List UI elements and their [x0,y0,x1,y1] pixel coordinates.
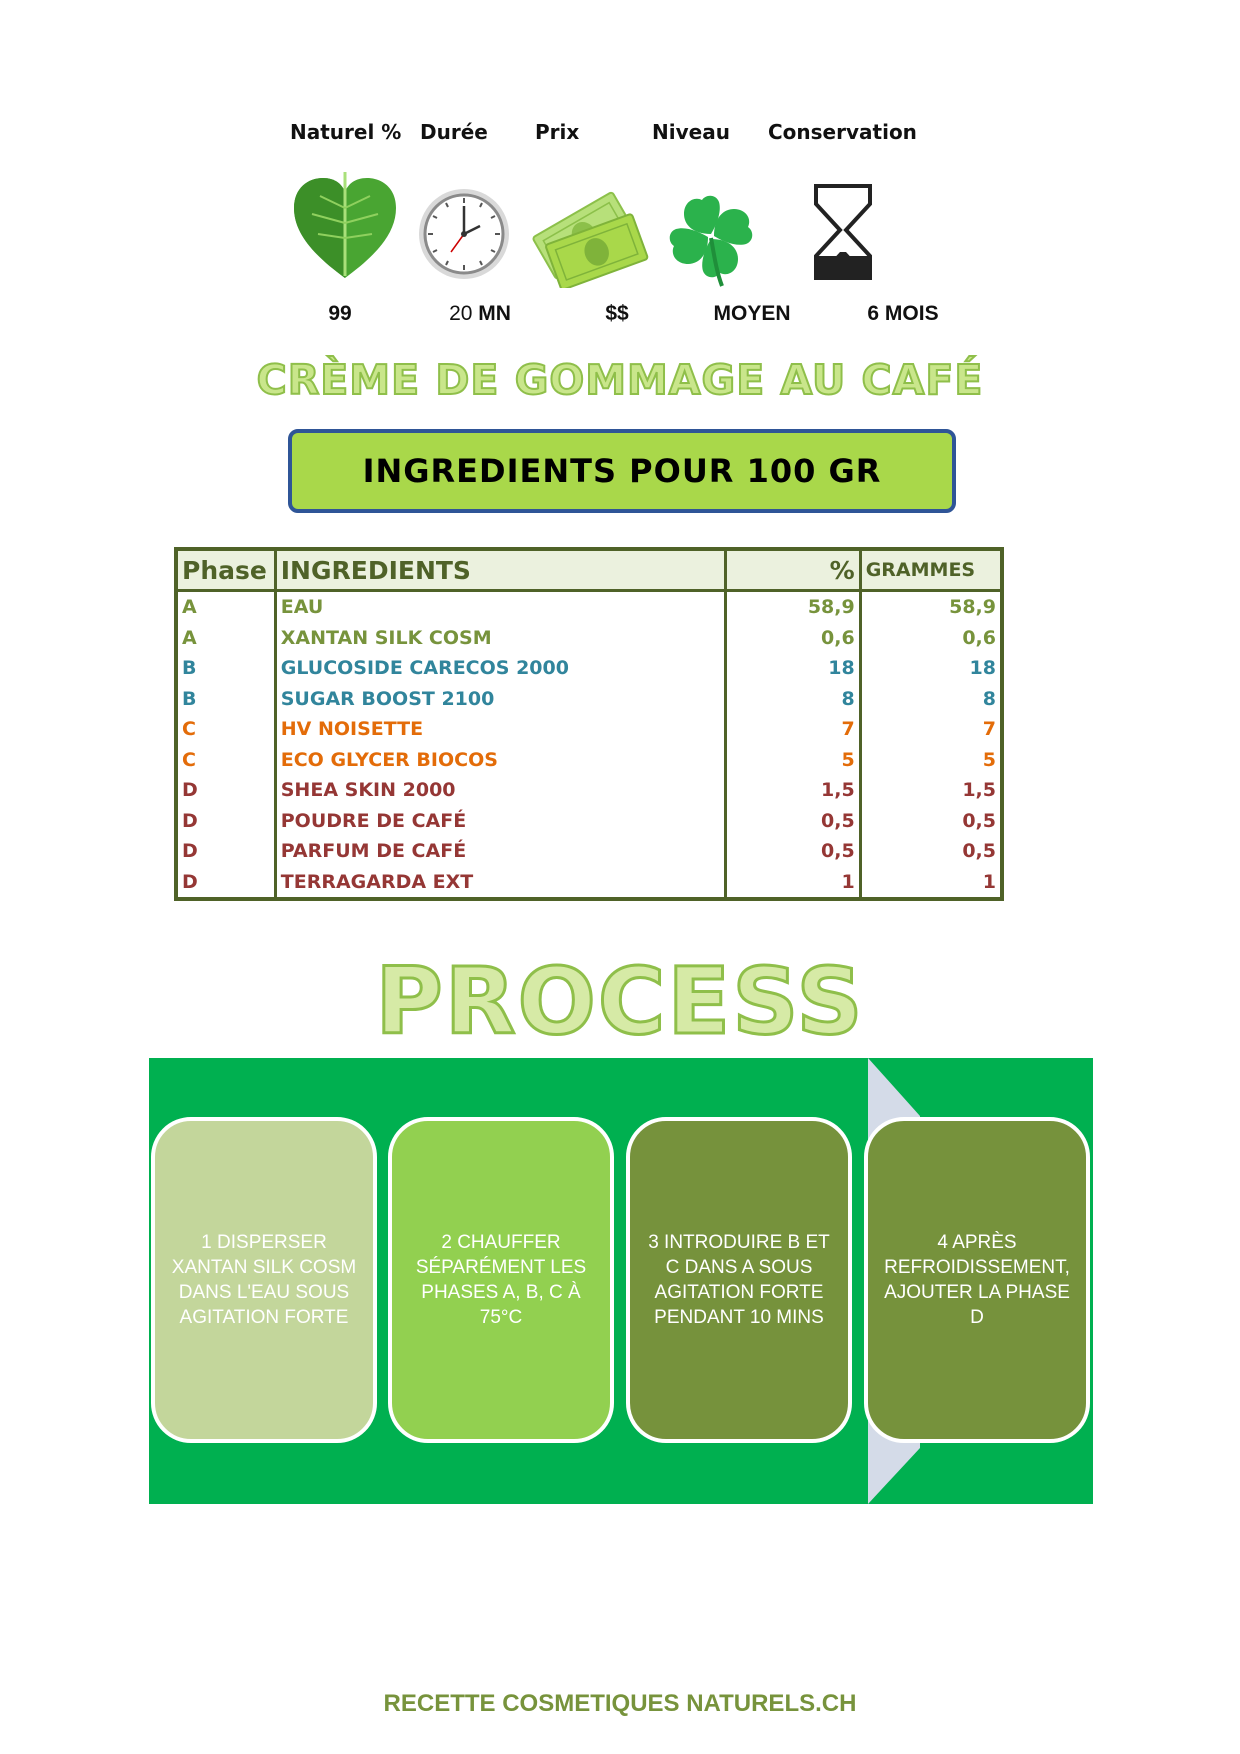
ingredient-name-cell: SHEA SKIN 2000 [275,775,725,806]
phase-cell: C [176,714,275,745]
table-row [176,714,1002,745]
grams-cell: 0,5 [860,806,1002,837]
grams-cell: 1 [860,867,1002,900]
banknotes-icon [526,188,650,288]
ingredients-banner-text: INGREDIENTS POUR 100 GR [362,452,882,490]
ingredients-table [174,547,1004,901]
grams-cell: 5 [860,745,1002,776]
table-row [176,775,1002,806]
phase-cell: D [176,836,275,867]
table-row [176,806,1002,837]
table-row [176,591,1002,623]
percent-cell: 18 [726,653,861,684]
ingredient-name-cell: ECO GLYCER BIOCOS [275,745,725,776]
process-step-2-text: 2 CHAUFFER SÉPARÉMENT LES PHASES A, B, C À 75°C [415,1232,587,1328]
table-row [176,653,1002,684]
table-header-row [176,549,1002,591]
phase-cell: A [176,591,275,623]
process-step-3-text: 3 INTRODUIRE B ET C DANS A SOUS AGITATION FORTE PENDANT 10 MINS [648,1232,830,1328]
value-duree: 20 MN [449,302,511,325]
process-step-2 [388,1117,614,1443]
table-row [176,684,1002,715]
percent-cell: 8 [726,684,861,715]
ingredient-name-cell: HV NOISETTE [275,714,725,745]
percent-cell: 0,5 [726,836,861,867]
process-title: PROCESS [375,948,865,1055]
grams-cell: 1,5 [860,775,1002,806]
leaf-heart-icon [290,168,400,280]
process-step-4 [864,1117,1090,1443]
value-naturel: 99 [328,302,352,325]
process-step-1 [151,1117,377,1443]
process-step-3 [626,1117,852,1443]
ingredients-banner [288,429,956,513]
label-conservation: Conservation [768,120,917,144]
value-conservation: 6 MOIS [867,302,939,325]
table-row [176,745,1002,776]
ingredient-name-cell: EAU [275,591,725,623]
percent-cell: 0,5 [726,806,861,837]
recipe-title: CRÈME DE GOMMAGE AU CAFÉ [256,356,984,404]
table-row [176,623,1002,654]
ingredient-name-cell: PARFUM DE CAFÉ [275,836,725,867]
label-niveau: Niveau [652,120,730,144]
ingredient-name-cell: XANTAN SILK COSM [275,623,725,654]
grams-cell: 0,5 [860,836,1002,867]
percent-cell: 5 [726,745,861,776]
grams-cell: 58,9 [860,591,1002,623]
label-naturel: Naturel % [290,120,402,144]
grams-cell: 18 [860,653,1002,684]
phase-cell: D [176,867,275,900]
table-row [176,867,1002,900]
ingredient-name-cell: GLUCOSIDE CARECOS 2000 [275,653,725,684]
label-duree: Durée [420,120,488,144]
percent-cell: 0,6 [726,623,861,654]
value-niveau: MOYEN [713,302,791,325]
header-grams: GRAMMES [860,549,1002,591]
phase-cell: C [176,745,275,776]
phase-cell: B [176,684,275,715]
four-leaf-clover-icon [662,188,760,288]
ingredient-name-cell: TERRAGARDA EXT [275,867,725,900]
label-prix: Prix [535,120,580,144]
table-row [176,836,1002,867]
percent-cell: 58,9 [726,591,861,623]
phase-cell: B [176,653,275,684]
phase-cell: D [176,775,275,806]
percent-cell: 7 [726,714,861,745]
header-phase: Phase [176,549,275,591]
hourglass-icon [812,182,874,282]
header-percent: % [726,549,861,591]
phase-cell: D [176,806,275,837]
grams-cell: 0,6 [860,623,1002,654]
grams-cell: 7 [860,714,1002,745]
ingredient-name-cell: POUDRE DE CAFÉ [275,806,725,837]
process-step-4-text: 4 APRÈS REFROIDISSEMENT, AJOUTER LA PHASE D [884,1232,1070,1328]
grams-cell: 8 [860,684,1002,715]
header-ingredients: INGREDIENTS [275,549,725,591]
value-prix: $$ [605,302,629,325]
ingredient-name-cell: SUGAR BOOST 2100 [275,684,725,715]
phase-cell: A [176,623,275,654]
clock-icon [416,186,512,282]
footer-site: RECETTE COSMETIQUES NATURELS.CH [383,1690,857,1717]
process-step-1-text: 1 DISPERSER XANTAN SILK COSM DANS L'EAU SOUS AGITATION FORTE [171,1232,357,1328]
percent-cell: 1 [726,867,861,900]
percent-cell: 1,5 [726,775,861,806]
